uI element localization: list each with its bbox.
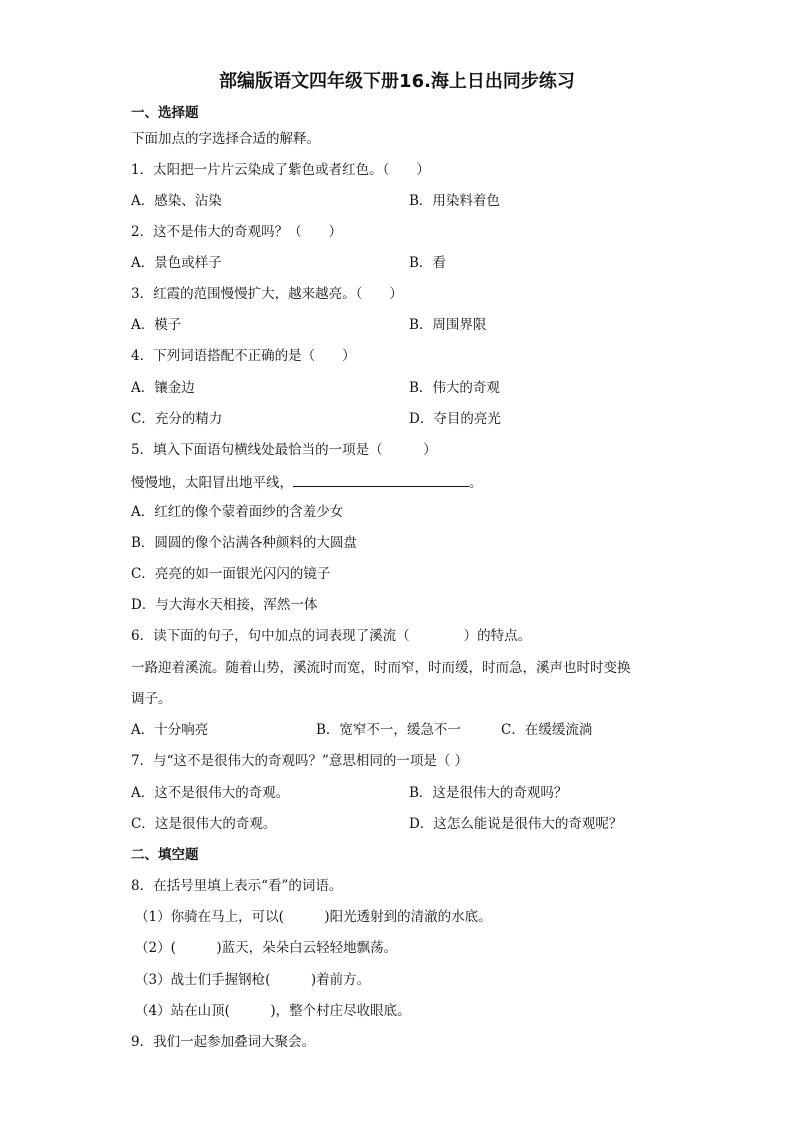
question-8-item-2: （2）( )蓝天，朵朵白云轻轻地飘荡。 bbox=[135, 940, 398, 956]
question-5-option-c: C．亮亮的如一面银光闪闪的镜子 bbox=[131, 566, 331, 582]
question-4-option-c: C．充分的精力 bbox=[131, 411, 223, 427]
question-8-item-4: （4）站在山顶( )，整个村庄尽收眼底。 bbox=[135, 1003, 411, 1019]
question-5-option-b: B．圆圆的像个沾满各种颜料的大圆盘 bbox=[131, 535, 357, 551]
question-7-option-b: B．这是很伟大的奇观吗？ bbox=[409, 785, 568, 801]
question-1-option-a: A．感染、沾染 bbox=[131, 193, 222, 209]
question-4-option-d: D．夺目的亮光 bbox=[409, 411, 501, 427]
instruction-text: 下面加点的字选择合适的解释。 bbox=[131, 131, 320, 147]
question-2-option-b: B．看 bbox=[409, 255, 446, 271]
question-6-passage-line-1: 一路迎着溪流。随着山势，溪流时而宽，时而窄，时而缓，时而急，溪声也时时变换 bbox=[131, 660, 631, 676]
question-2: 2．这不是伟大的奇观吗？（ ） bbox=[131, 224, 343, 240]
question-5-sentence-end: 。 bbox=[469, 475, 483, 491]
question-5-option-d: D．与大海水天相接，浑然一体 bbox=[131, 597, 318, 613]
question-4-option-a: A．镶金边 bbox=[131, 380, 195, 396]
question-3-option-a: A．模子 bbox=[131, 317, 182, 333]
question-1-option-b: B．用染料着色 bbox=[409, 193, 500, 209]
question-7-option-c: C．这是很伟大的奇观。 bbox=[131, 816, 277, 832]
question-5-option-a: A．红红的像个蒙着面纱的含羞少女 bbox=[131, 504, 344, 520]
section-heading-choice: 一、选择题 bbox=[131, 105, 199, 121]
question-6: 6．读下面的句子，句中加点的词表现了溪流（ ）的特点。 bbox=[131, 628, 532, 644]
question-6-passage-line-2: 调子。 bbox=[131, 691, 172, 707]
question-5-sentence bbox=[131, 472, 483, 492]
question-8: 8．在括号里填上表示“看”的词语。 bbox=[131, 878, 343, 894]
section-heading-fill: 二、填空题 bbox=[131, 847, 199, 863]
answer-blank-line[interactable] bbox=[293, 472, 469, 487]
question-6-option-a: A．十分响亮 bbox=[131, 722, 209, 738]
question-7-option-a: A．这不是很伟大的奇观。 bbox=[131, 785, 290, 801]
question-4-option-b: B．伟大的奇观 bbox=[409, 380, 500, 396]
question-2-option-a: A．景色或样子 bbox=[131, 255, 222, 271]
question-9: 9．我们一起参加叠词大聚会。 bbox=[131, 1034, 316, 1050]
question-5: 5．填入下面语句横线处最恰当的一项是（ ） bbox=[131, 442, 437, 458]
question-3-option-b: B．周围界限 bbox=[409, 317, 487, 333]
question-8-item-1: （1）你骑在马上，可以( )阳光透射到的清澈的水底。 bbox=[135, 909, 492, 925]
question-7-option-d: D．这怎么能说是很伟大的奇观呢？ bbox=[409, 816, 623, 832]
question-3: 3．红霞的范围慢慢扩大，越来越亮。（ ） bbox=[131, 286, 403, 302]
question-6-option-c: C．在缓缓流淌 bbox=[501, 722, 593, 738]
page-title: 部编版语文四年级下册16.海上日出同步练习 bbox=[219, 71, 575, 92]
question-6-option-b: B．宽窄不一，缓急不一 bbox=[316, 722, 461, 738]
question-7: 7．与“这不是很伟大的奇观吗？”意思相同的一项是（ ） bbox=[131, 753, 469, 769]
question-1: 1．太阳把一片片云染成了紫色或者红色。（ ） bbox=[131, 162, 430, 178]
question-5-sentence-start: 慢慢地，太阳冒出地平线， bbox=[131, 475, 293, 491]
question-8-item-3: （3）战士们手握钢枪( )着前方。 bbox=[135, 972, 371, 988]
question-4: 4．下列词语搭配不正确的是（ ） bbox=[131, 348, 356, 364]
